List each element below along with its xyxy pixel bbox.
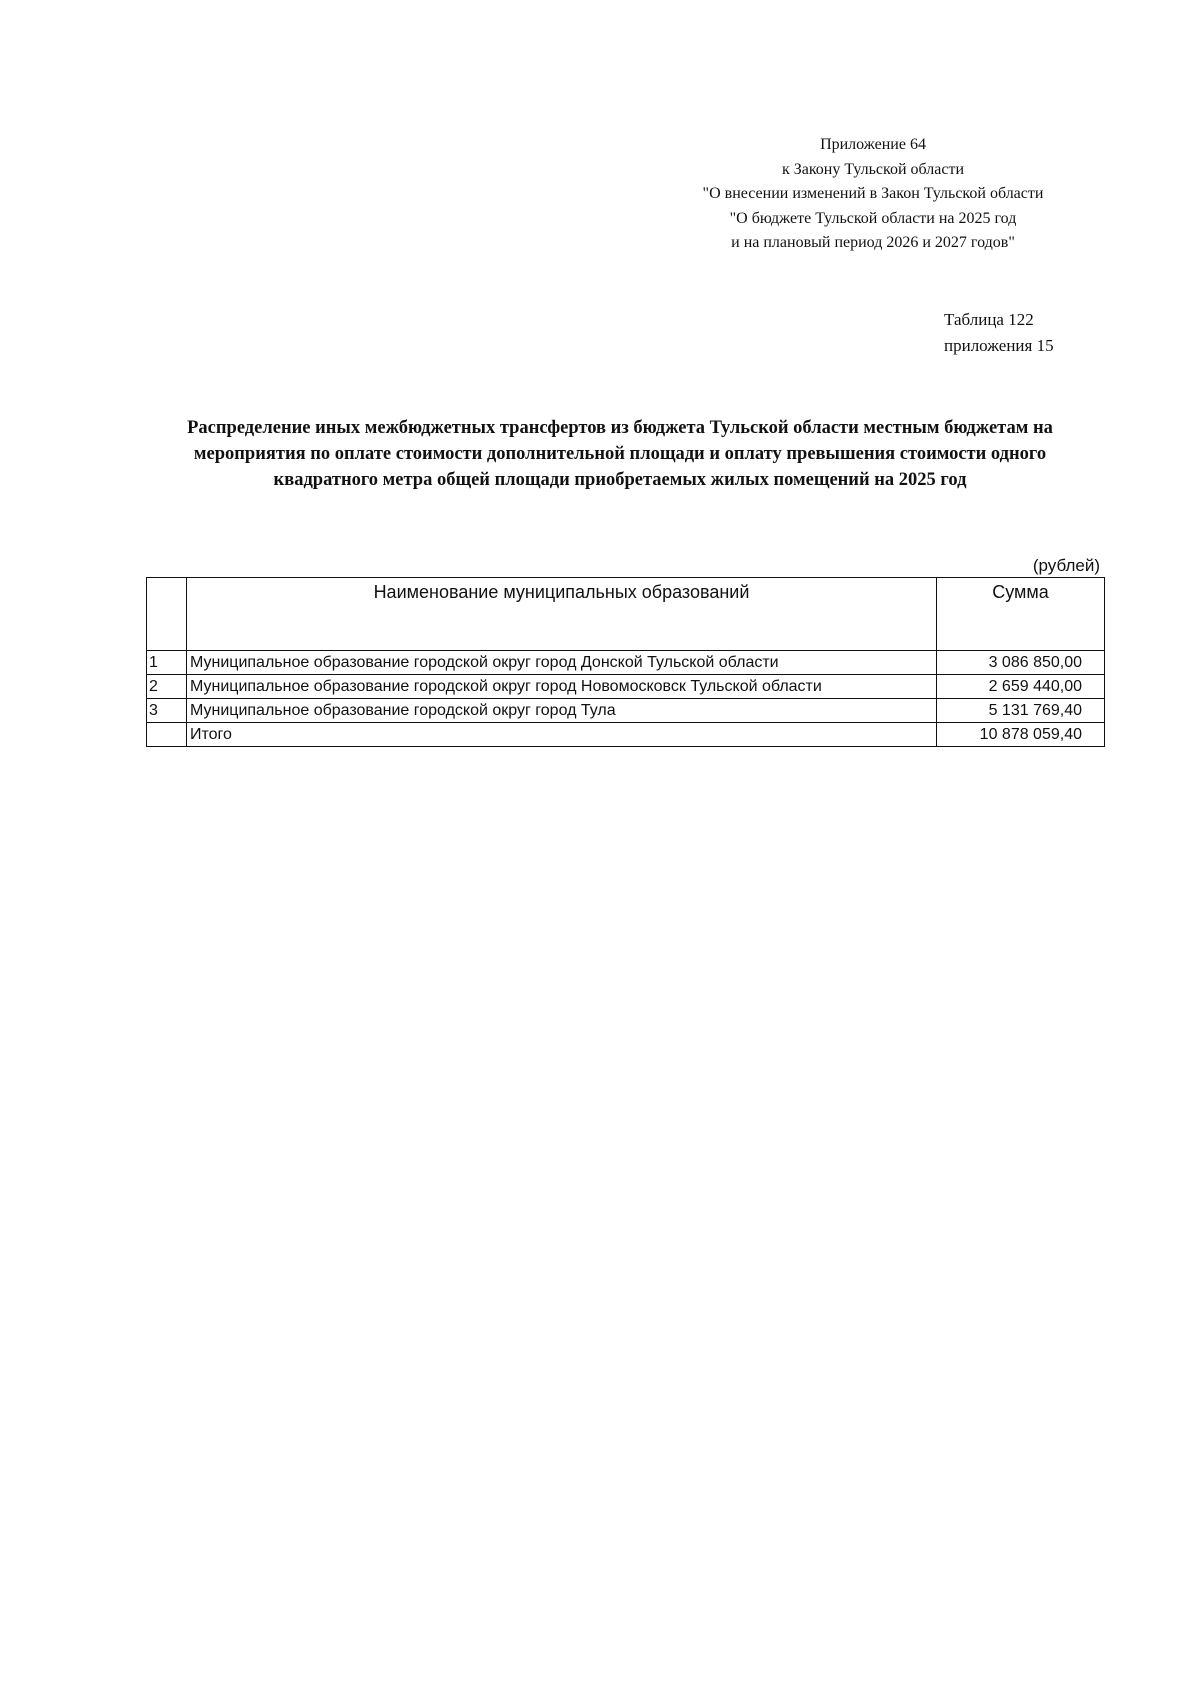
appendix-planning-period: и на плановый период 2026 и 2027 годов" [731, 234, 1015, 251]
units-caption: (рублей) [1032, 556, 1100, 575]
row-number: 3 [147, 699, 187, 723]
title-line-2: мероприятия по оплате стоимости дополнительной площади и оплату превышения стоимости одного [193, 444, 1047, 464]
total-number [147, 723, 187, 747]
total-label: Итого [187, 723, 937, 747]
table-reference [944, 307, 1054, 359]
table-row [147, 699, 1105, 723]
header-number [147, 578, 187, 651]
table-appendix-ref: приложения 15 [944, 336, 1054, 355]
appendix-header [640, 133, 1106, 256]
row-name: Муниципальное образование городской округ город Донской Тульской области [187, 651, 937, 675]
document-title [120, 415, 1120, 493]
row-sum: 2 659 440,00 [937, 675, 1105, 699]
row-sum: 5 131 769,40 [937, 699, 1105, 723]
row-name: Муниципальное образование городской округ город Тула [187, 699, 937, 723]
title-line-1: Распределение иных межбюджетных трансфертов из бюджета Тульской области местным бюджетам на [187, 418, 1053, 438]
appendix-amendment: "О внесении изменений в Закон Тульской области [702, 185, 1044, 202]
row-sum: 3 086 850,00 [937, 651, 1105, 675]
table-row [147, 651, 1105, 675]
table-header-row [147, 578, 1105, 651]
distribution-table [146, 577, 1105, 747]
total-sum: 10 878 059,40 [937, 723, 1105, 747]
appendix-law-ref: к Закону Тульской области [781, 160, 965, 178]
table-row [147, 675, 1105, 699]
appendix-budget-law: "О бюджете Тульской области на 2025 год [729, 209, 1017, 227]
total-row [147, 723, 1105, 747]
row-name: Муниципальное образование городской округ город Новомосковск Тульской области [187, 675, 937, 699]
row-number: 2 [147, 675, 187, 699]
title-line-3: квадратного метра общей площади приобретаемых жилых помещений на 2025 год [273, 470, 967, 490]
appendix-number: Приложение 64 [820, 136, 926, 153]
header-sum: Сумма [937, 578, 1105, 651]
table-number: Таблица 122 [944, 310, 1034, 329]
header-name: Наименование муниципальных образований [187, 578, 937, 651]
row-number: 1 [147, 651, 187, 675]
